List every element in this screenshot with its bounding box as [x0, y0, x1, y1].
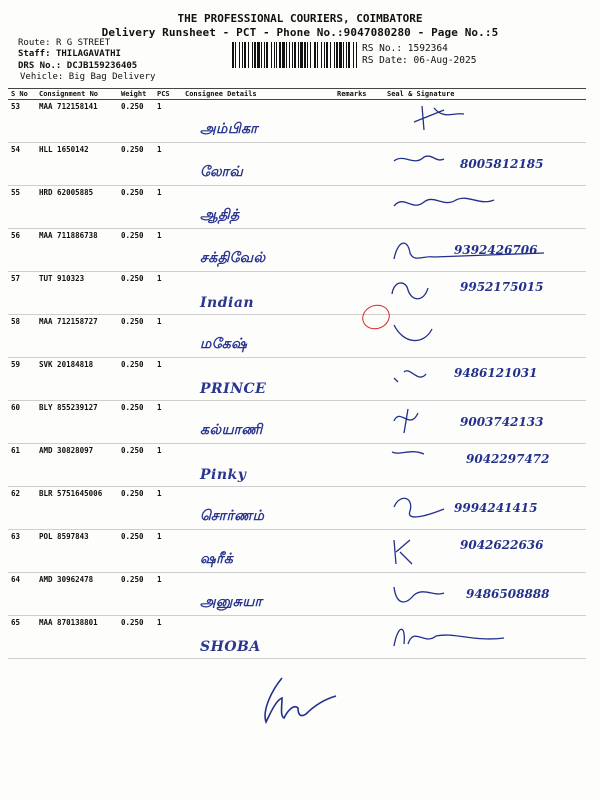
cell-consignee	[182, 401, 334, 444]
cell-weight: 0.250	[118, 143, 154, 186]
table-row	[8, 444, 586, 487]
signature-phone: 9042622636	[460, 538, 544, 552]
cell-sno: 53	[8, 100, 36, 143]
cell-pcs: 1	[154, 100, 182, 143]
cell-consignee	[182, 358, 334, 401]
cell-sno: 57	[8, 272, 36, 315]
cell-consignment: HRD 62005885	[36, 186, 118, 229]
company-name: THE PROFESSIONAL COURIERS, COIMBATORE	[177, 12, 423, 25]
cell-consignee	[182, 272, 334, 315]
cell-weight: 0.250	[118, 358, 154, 401]
cell-pcs: 1	[154, 444, 182, 487]
rs-number	[362, 43, 448, 54]
staff-label: Staff:	[18, 49, 51, 59]
rs-date-label: RS Date:	[362, 55, 408, 66]
vehicle-label: Vehicle:	[20, 72, 64, 82]
cell-pcs: 1	[154, 530, 182, 573]
cell-pcs: 1	[154, 272, 182, 315]
cell-remarks	[334, 358, 384, 401]
table-row	[8, 616, 586, 659]
cell-signature	[384, 487, 586, 530]
table-row	[8, 186, 586, 229]
cell-sno: 64	[8, 573, 36, 616]
consignee-handwriting: Pinky	[200, 467, 247, 483]
cell-signature	[384, 272, 586, 315]
cell-signature	[384, 143, 586, 186]
cell-weight: 0.250	[118, 530, 154, 573]
consignee-handwriting: சக்திவேல்	[200, 250, 266, 266]
table-row	[8, 358, 586, 401]
cell-weight: 0.250	[118, 487, 154, 530]
cell-pcs: 1	[154, 487, 182, 530]
cell-consignee	[182, 530, 334, 573]
cell-remarks	[334, 616, 384, 659]
cell-sno: 61	[8, 444, 36, 487]
cell-weight: 0.250	[118, 186, 154, 229]
signature-phone: 9392426706	[454, 243, 538, 257]
cell-consignment: TUT 910323	[36, 272, 118, 315]
cell-weight: 0.250	[118, 229, 154, 272]
consignee-handwriting: சொர்ணம்	[200, 508, 265, 524]
cell-remarks	[334, 100, 384, 143]
cell-sno: 58	[8, 315, 36, 358]
cell-signature	[384, 315, 586, 358]
staff-value: THILAGAVATHI	[55, 49, 121, 59]
signature-phone: 9486508888	[466, 587, 550, 601]
route-value: R G STREET	[55, 38, 111, 48]
col-sno: S No	[8, 89, 36, 100]
col-weight: Weight	[118, 89, 154, 100]
consignee-handwriting: SHOBA	[200, 639, 261, 655]
barcode	[232, 42, 358, 68]
signature-scribble	[384, 100, 584, 140]
signature-phone: 9003742133	[460, 415, 544, 429]
cell-consignment: BLR 5751645006	[36, 487, 118, 530]
rs-no-label: RS No.:	[362, 43, 403, 54]
cell-weight: 0.250	[118, 573, 154, 616]
cell-pcs: 1	[154, 358, 182, 401]
cell-pcs: 1	[154, 616, 182, 659]
consignee-handwriting: மகேஷ்	[200, 336, 248, 352]
rs-no-value: 1592364	[407, 43, 448, 54]
cell-signature	[384, 358, 586, 401]
cell-signature	[384, 573, 586, 616]
cell-pcs: 1	[154, 186, 182, 229]
cell-consignment: MAA 870138801	[36, 616, 118, 659]
consignee-handwriting: PRINCE	[200, 381, 267, 397]
cell-weight: 0.250	[118, 401, 154, 444]
consignee-handwriting: ஆதித்	[200, 207, 240, 223]
table-header-row	[8, 89, 586, 100]
table-row	[8, 229, 586, 272]
cell-weight: 0.250	[118, 100, 154, 143]
consignee-handwriting: Indian	[200, 295, 255, 311]
rs-date	[362, 55, 476, 66]
table-row	[8, 487, 586, 530]
cell-sno: 65	[8, 616, 36, 659]
vehicle-value: Big Bag Delivery	[68, 72, 156, 82]
cell-sno: 59	[8, 358, 36, 401]
col-consignment: Consignment No	[36, 89, 118, 100]
cell-consignment: MAA 712158727	[36, 315, 118, 358]
cell-weight: 0.250	[118, 616, 154, 659]
rs-date-value: 06-Aug-2025	[413, 55, 477, 66]
cell-consignee	[182, 487, 334, 530]
cell-signature	[384, 616, 586, 659]
cell-remarks	[334, 401, 384, 444]
consignee-handwriting: கல்யாணி	[200, 422, 263, 438]
cell-signature	[384, 444, 586, 487]
cell-remarks	[334, 487, 384, 530]
cell-remarks	[334, 444, 384, 487]
staff-info	[18, 49, 121, 59]
table-row	[8, 530, 586, 573]
consignee-handwriting: அனுசுயா	[200, 594, 263, 610]
cell-sno: 60	[8, 401, 36, 444]
cell-consignee	[182, 573, 334, 616]
signature-scribble	[384, 315, 584, 355]
runsheet-table	[8, 88, 586, 659]
signature-scribble	[384, 186, 584, 226]
cell-weight: 0.250	[118, 444, 154, 487]
col-pcs: PCS	[154, 89, 182, 100]
consignee-handwriting: அம்பிகா	[200, 121, 258, 137]
col-signature: Seal & Signature	[384, 89, 586, 100]
footer-signature	[252, 670, 352, 730]
cell-signature	[384, 229, 586, 272]
table-row	[8, 143, 586, 186]
cell-signature	[384, 401, 586, 444]
table-row	[8, 100, 586, 143]
cell-consignment: AMD 30828097	[36, 444, 118, 487]
cell-consignee	[182, 100, 334, 143]
cell-sno: 54	[8, 143, 36, 186]
consignee-handwriting: ஷரீக்	[200, 551, 234, 567]
cell-remarks	[334, 143, 384, 186]
cell-pcs: 1	[154, 229, 182, 272]
runsheet-title: Delivery Runsheet - PCT - Phone No.:9047080280 - Page No.:5	[101, 26, 499, 39]
cell-remarks	[334, 186, 384, 229]
signature-phone: 9994241415	[454, 501, 538, 515]
table-row	[8, 272, 586, 315]
cell-consignment: BLY 855239127	[36, 401, 118, 444]
cell-pcs: 1	[154, 401, 182, 444]
signature-phone: 9486121031	[454, 366, 538, 380]
cell-consignee	[182, 616, 334, 659]
cell-consignee	[182, 143, 334, 186]
cell-signature	[384, 530, 586, 573]
cell-sno: 56	[8, 229, 36, 272]
col-consignee: Consignee Details	[182, 89, 334, 100]
cell-consignee	[182, 444, 334, 487]
signature-phone: 8005812185	[460, 157, 544, 171]
cell-consignment: MAA 712158141	[36, 100, 118, 143]
cell-consignment: AMD 30962478	[36, 573, 118, 616]
route-label: Route:	[18, 38, 51, 48]
signature-phone: 9042297472	[466, 452, 550, 466]
table-row	[8, 315, 586, 358]
drs-info	[18, 61, 137, 71]
cell-consignee	[182, 229, 334, 272]
drs-label: DRS No.:	[18, 61, 62, 71]
cell-pcs: 1	[154, 315, 182, 358]
cell-consignment: SVK 20184818	[36, 358, 118, 401]
cell-remarks	[334, 229, 384, 272]
signature-phone: 9952175015	[460, 280, 544, 294]
col-remarks: Remarks	[334, 89, 384, 100]
table-row	[8, 573, 586, 616]
cell-weight: 0.250	[118, 272, 154, 315]
cell-weight: 0.250	[118, 315, 154, 358]
cell-consignment: MAA 711886738	[36, 229, 118, 272]
cell-consignee	[182, 186, 334, 229]
cell-consignee	[182, 315, 334, 358]
cell-consignment: POL 8597843	[36, 530, 118, 573]
cell-signature	[384, 186, 586, 229]
cell-pcs: 1	[154, 143, 182, 186]
table-row	[8, 401, 586, 444]
route-info	[18, 38, 110, 48]
consignee-handwriting: லோவ்	[200, 164, 244, 180]
cell-sno: 62	[8, 487, 36, 530]
cell-sno: 63	[8, 530, 36, 573]
cell-remarks	[334, 530, 384, 573]
cell-sno: 55	[8, 186, 36, 229]
signature-scribble	[384, 616, 584, 656]
cell-remarks	[334, 573, 384, 616]
cell-signature	[384, 100, 586, 143]
cell-pcs: 1	[154, 573, 182, 616]
cell-consignment: HLL 1650142	[36, 143, 118, 186]
vehicle-info	[20, 72, 155, 82]
drs-value: DCJB159236405	[66, 61, 138, 71]
